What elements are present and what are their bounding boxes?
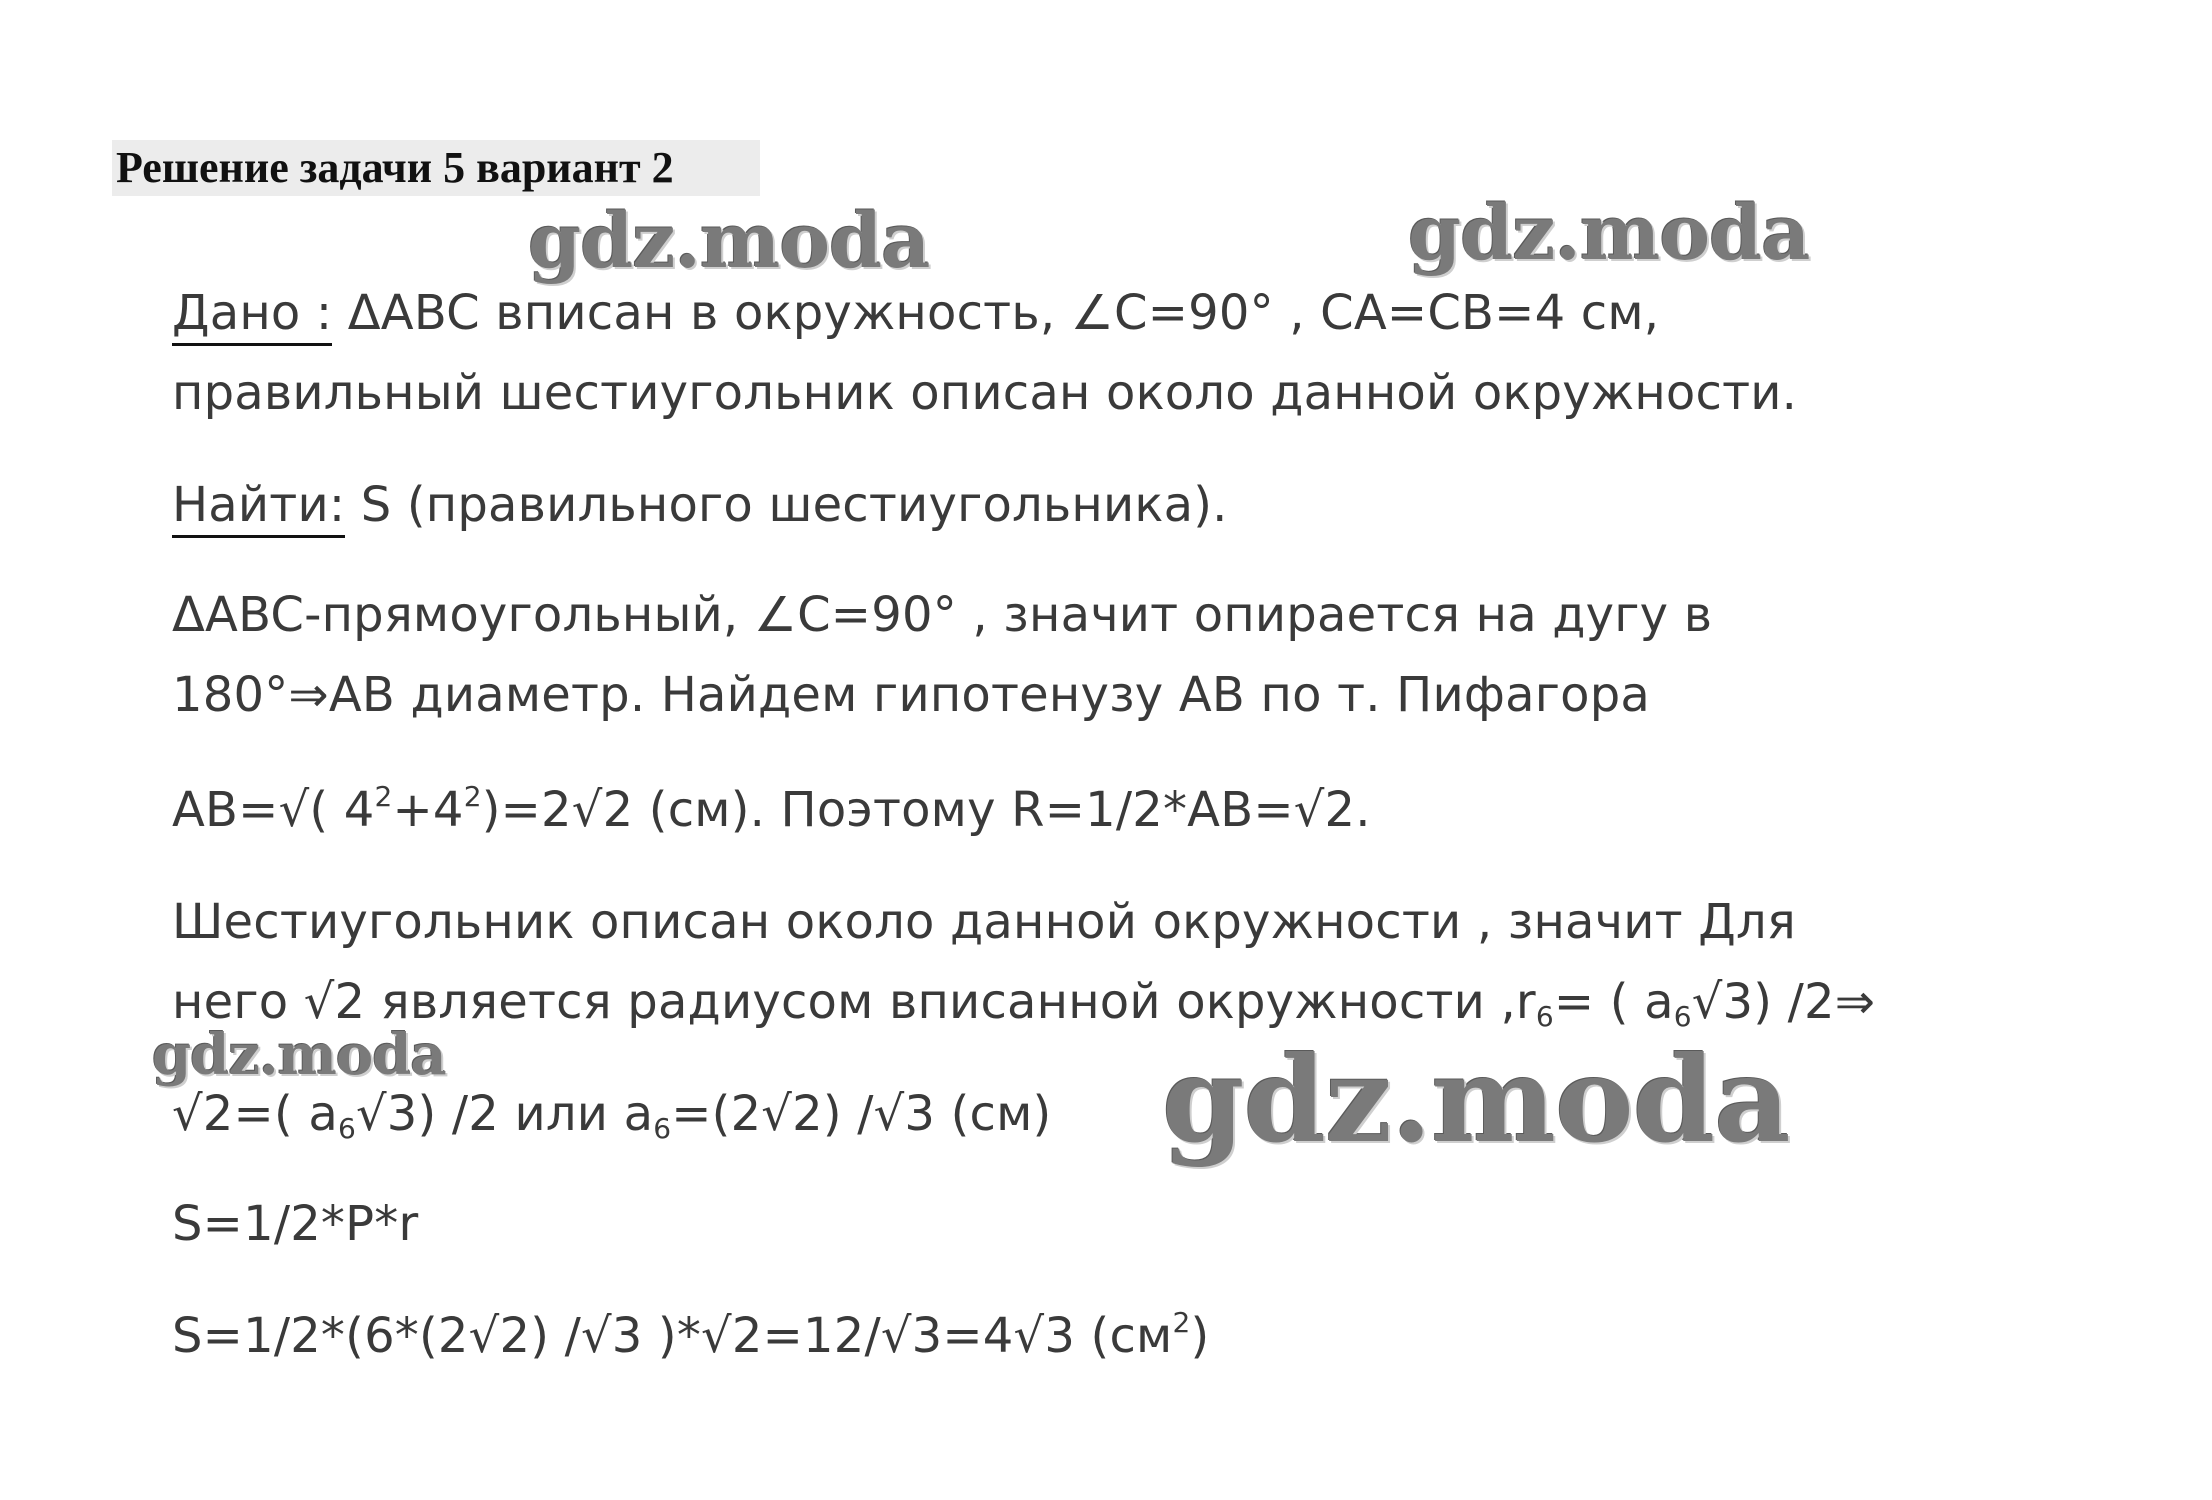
pythagoras-line: AB=√( $4^2+4^2)=2√2$ (см). Поэтому R=1/2*AB=√2. [172, 780, 1371, 838]
solution-line-1: ΔABC-прямоугольный, ∠C=90° , значит опирается на дугу в [172, 587, 1713, 643]
area-formula: S=1/2*P*r [172, 1196, 419, 1252]
find-line [172, 475, 1228, 535]
watermark-4: gdz.moda [1162, 1030, 1790, 1169]
given-label: Дано : [172, 285, 332, 346]
given-line-2: правильный шестиугольник описан около данной окружности. [172, 365, 1798, 421]
given-text-1: ΔABC вписан в окружность, ∠C=90° , CA=CB=4 см, [332, 285, 1660, 341]
area-result: S=1/2*(6*(2√2) /√3 )*√2=12/√3=4√3 $(см^2)$ [172, 1306, 1210, 1364]
hexagon-line-3: √2=( $a_6√3$) /2 или $a_6=(2√2)$ /√3 (см) [172, 1086, 1052, 1145]
hexagon-line-1: Шестиугольник описан около данной окружности , значит Для [172, 894, 1796, 950]
watermark-2: gdz.moda [1408, 188, 1810, 277]
hexagon-line-2: него √2 является радиусом вписанной окружности $,r_6=$ ( $a_6√3$) /2⇒ [172, 974, 1876, 1033]
solution-line-2: 180°⇒AB диаметр. Найдем гипотенузу AB по т. Пифагора [172, 667, 1650, 723]
watermark-1: gdz.moda [528, 196, 930, 285]
find-label: Найти: [172, 477, 345, 538]
given-line-1 [172, 283, 1659, 343]
page-title: Решение задачи 5 вариант 2 [112, 140, 760, 196]
find-text: S (правильного шестиугольника). [345, 477, 1228, 533]
watermark-3: gdz.moda [152, 1022, 446, 1088]
